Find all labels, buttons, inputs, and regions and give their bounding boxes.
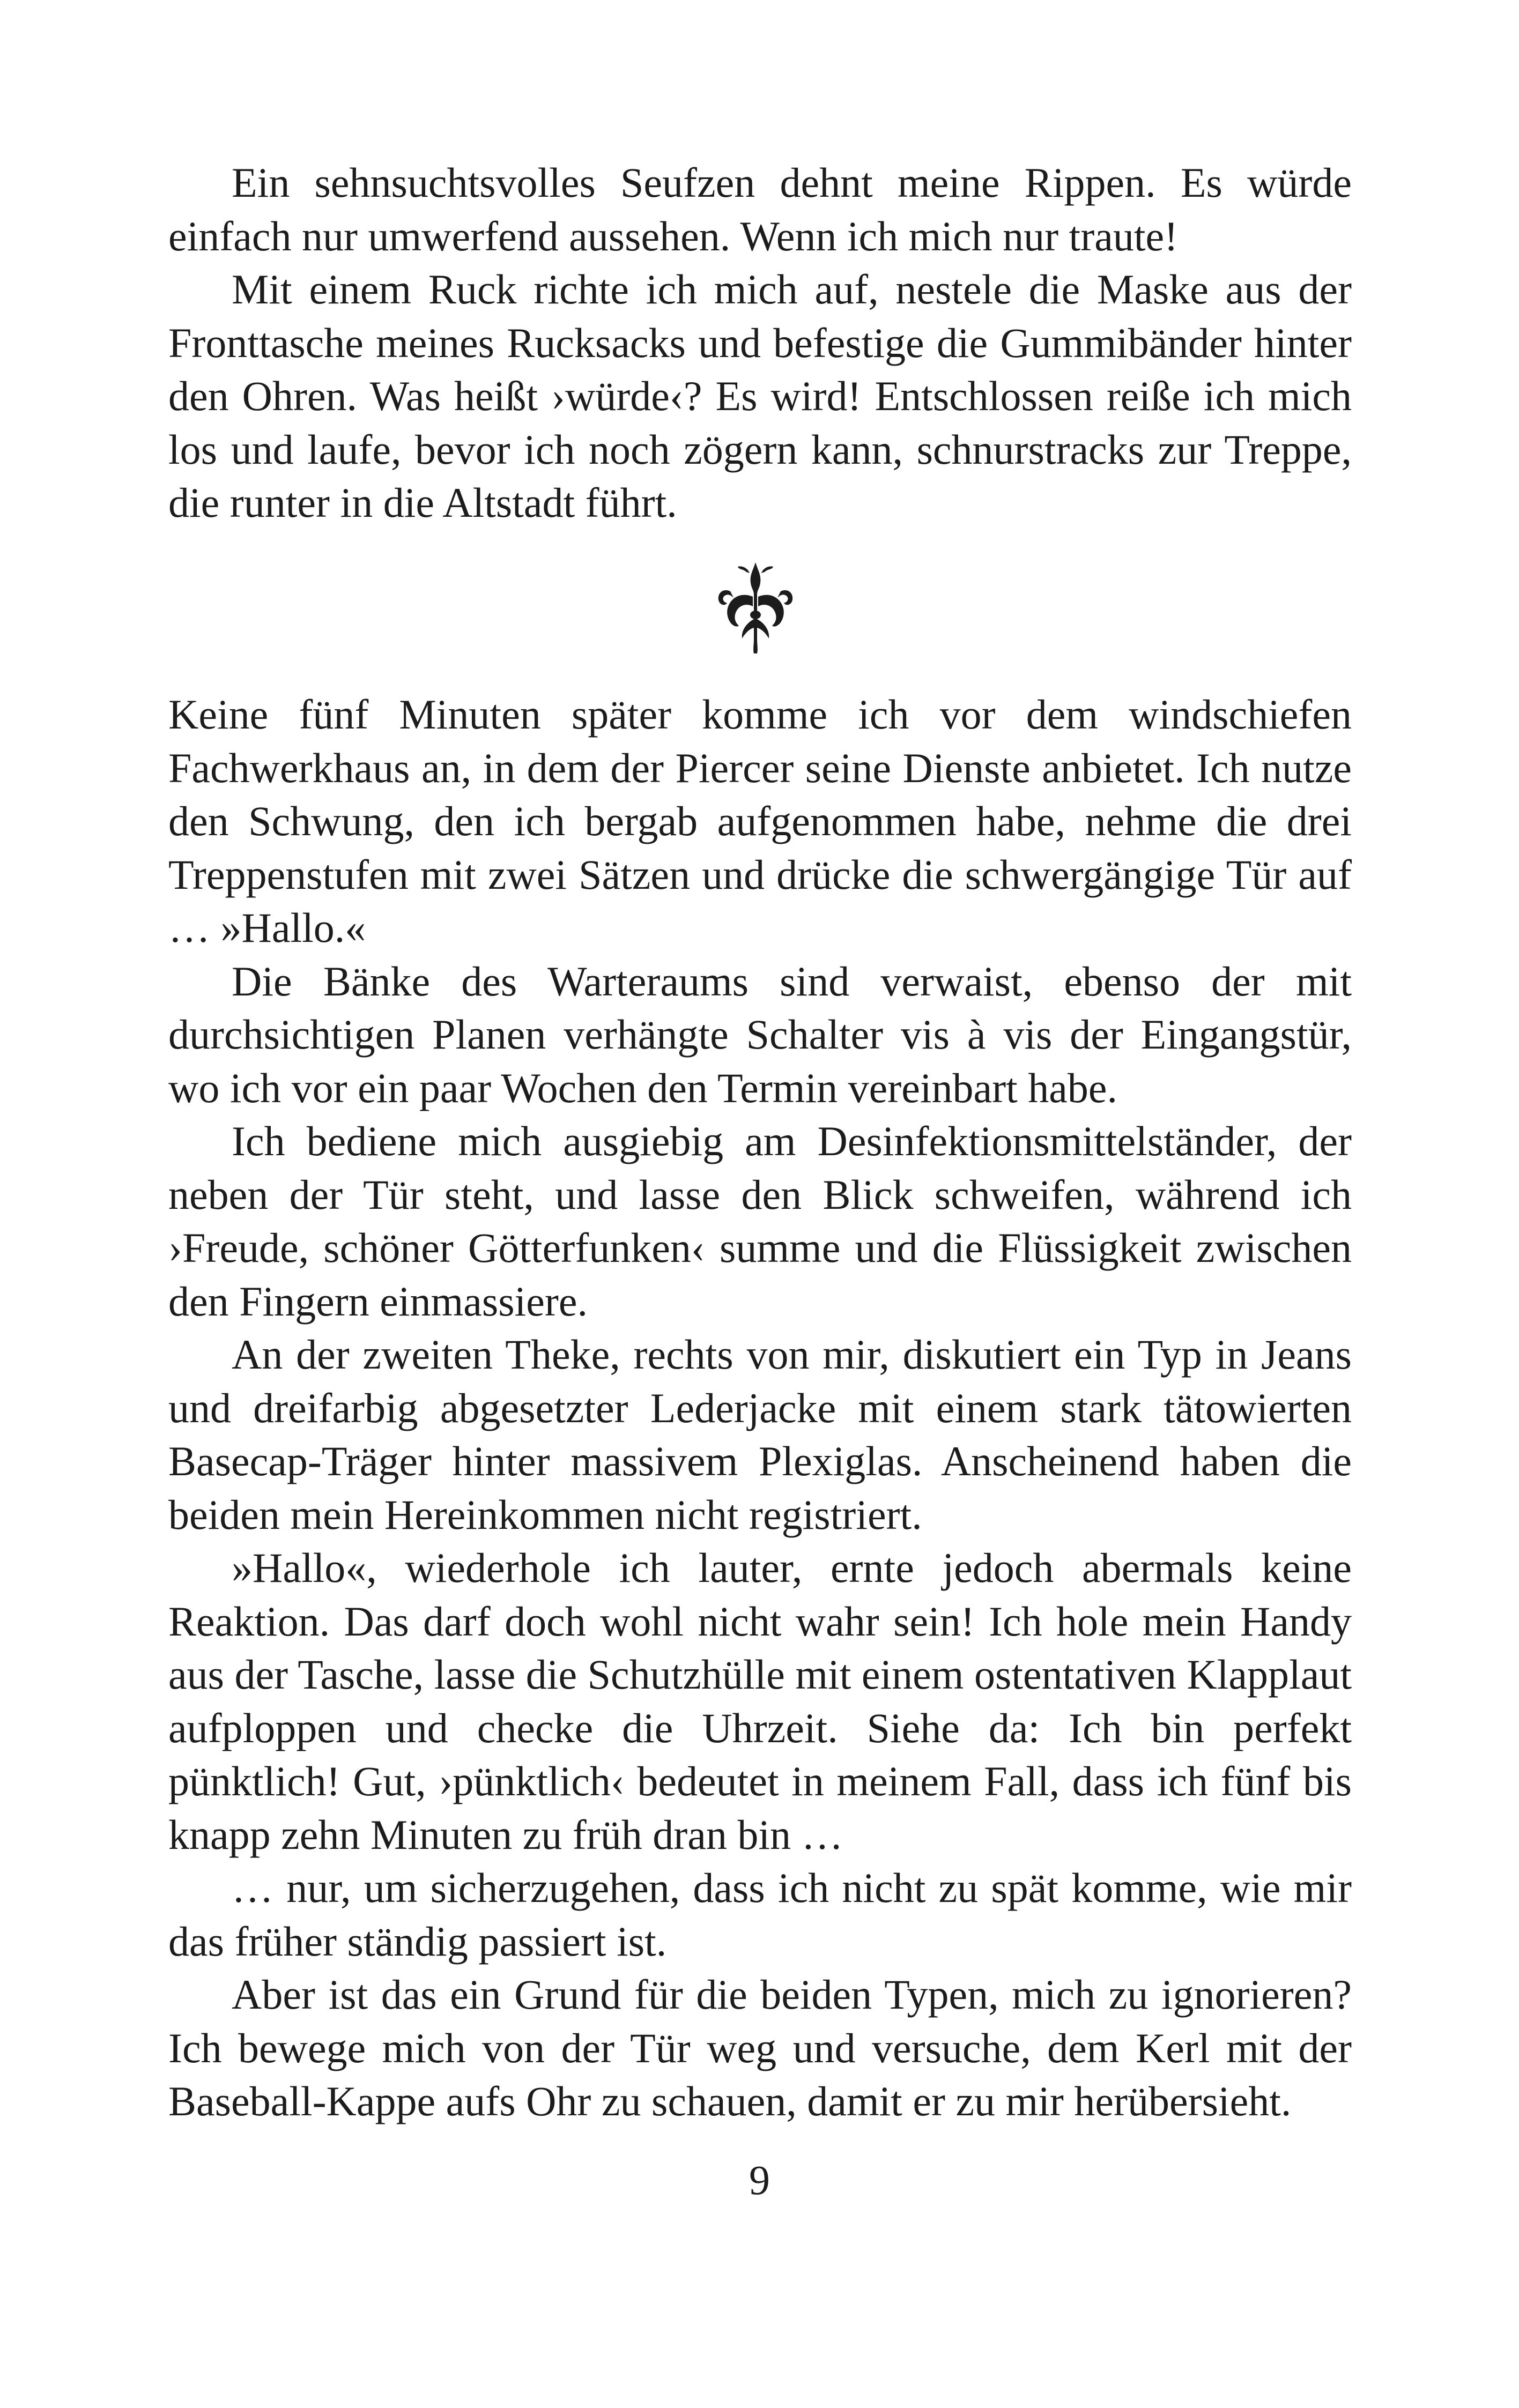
paragraph: »Hallo«, wiederhole ich lauter, ernte jedoch abermals keine Reaktion. Das darf doch wohl nicht wahr sein! Ich hole mein Handy aus der Tasche, lasse die Schutzhülle mit einem ostentativen Klapplaut aufploppen und checke die Uhrzeit. Siehe da: Ich bin perfekt pünktlich! Gut, ›pünktlich‹ bedeutet in meinem Fall, dass ich fünf bis knapp zehn Minuten zu früh dran bin … [168,1544,1352,1858]
page-number: 9 [749,2157,770,2203]
paragraph: Keine fünf Minuten später komme ich vor dem windschiefen Fachwerkhaus an, in dem der Piercer seine Dienste anbietet. Ich nutze den Schwung, den ich bergab aufgenommen habe, nehme die drei Treppenstufen mit zwei Sätzen und drücke die schwergängige Tür auf … »Hallo.« [168,691,1352,951]
paragraph: Die Bänke des Warteraums sind verwaist, ebenso der mit durchsichtigen Planen verhängte Schalter vis à vis der Eingangstür, wo ich vor ein paar Wochen den Termin vereinbart habe. [168,957,1352,1111]
text-section-one [168,156,1352,530]
paragraph: Mit einem Ruck richte ich mich auf, nestele die Maske aus der Fronttasche meines Rucksacks und befestige die Gummibänder hinter den Ohren. Was heißt ›würde‹? Es wird! Entschlossen reiße ich mich los und laufe, bevor ich noch zögern kann, schnurstracks zur Treppe, die runter in die Altstadt führt. [168,266,1352,526]
paragraph: An der zweiten Theke, rechts von mir, diskutiert ein Typ in Jeans und dreifarbig abgesetzter Lederjacke mit einem stark tätowierten Basecap-Träger hinter massivem Plexiglas. Anscheinend haben die beiden mein Hereinkommen nicht registriert. [168,1331,1352,1538]
text-section-two [168,688,1352,2128]
paragraph: Aber ist das ein Grund für die beiden Typen, mich zu ignorieren? Ich bewege mich von der Tür weg und versuche, dem Kerl mit der Baseball-Kappe aufs Ohr zu schauen, damit er zu mir herübersieht. [168,1971,1352,2124]
fleur-de-lis-icon [715,559,796,656]
paragraph: Ein sehnsuchtsvolles Seufzen dehnt meine Rippen. Es würde einfach nur umwerfend aussehen. Wenn ich mich nur traute! [168,159,1352,259]
paragraph: Ich bediene mich ausgiebig am Desinfektionsmittelständer, der neben der Tür steht, und lasse den Blick schweifen, während ich ›Freude, schöner Götterfunken‹ summe und die Flüssigkeit zwischen den Fingern einmassiere. [168,1118,1352,1325]
paragraph: … nur, um sicherzugehen, dass ich nicht zu spät komme, wie mir das früher ständig passiert ist. [168,1864,1352,1965]
